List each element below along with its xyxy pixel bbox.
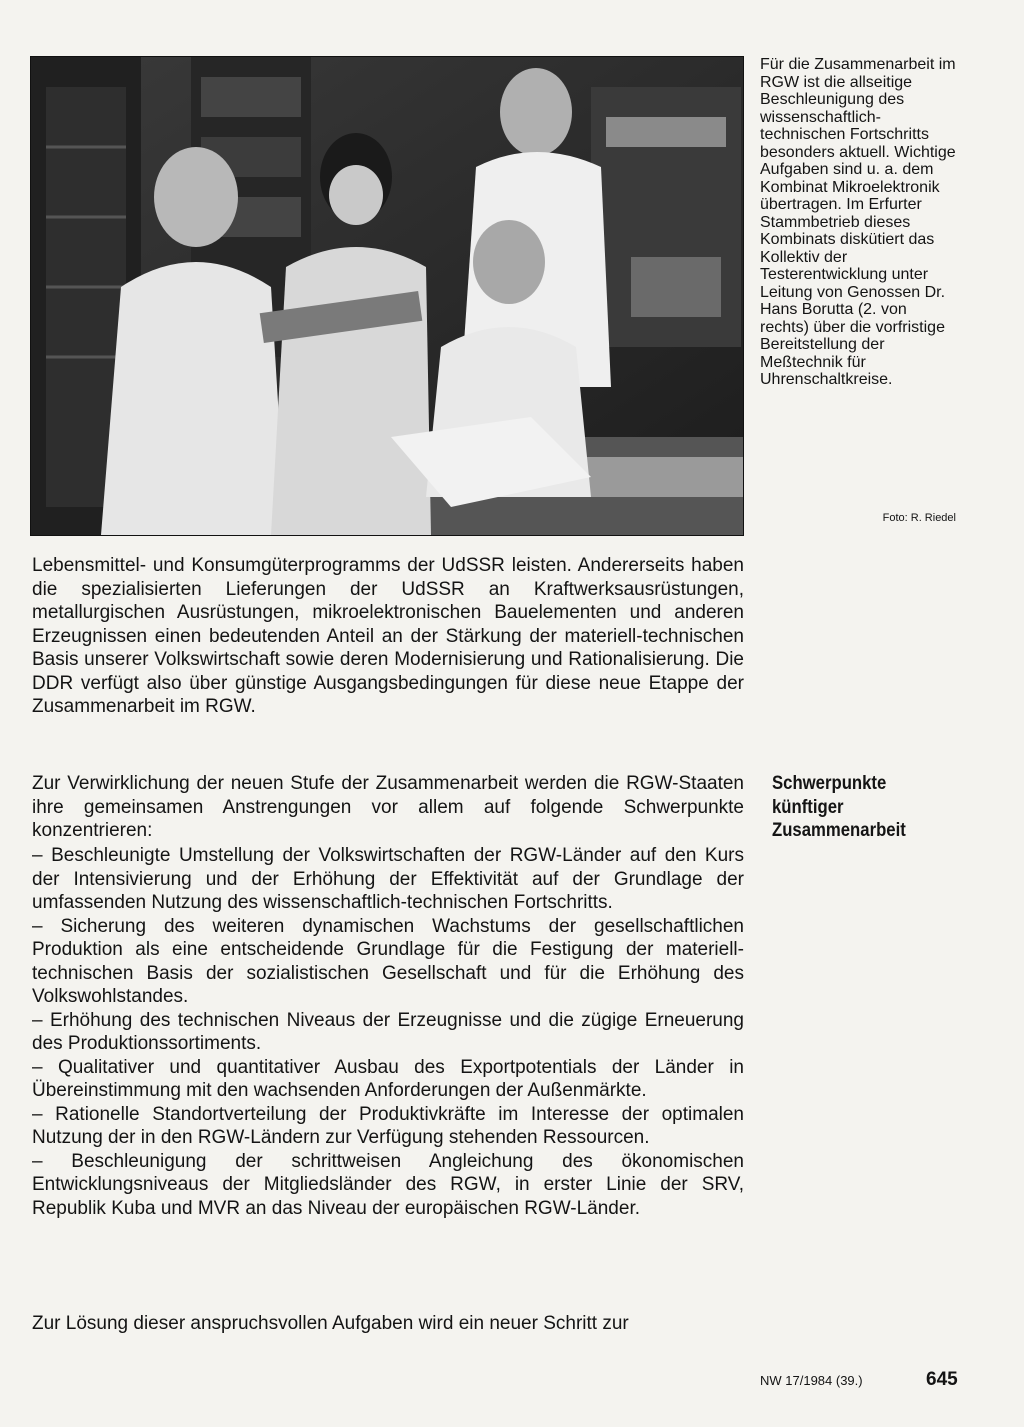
photo-caption: Für die Zusammenarbeit im RGW ist die allseitige Beschleunigung des wissenschaftlich-technischen Fortschritts besonders aktuell. Wichtige Aufgaben sind u. a. dem Kombinat Mikroelektronik übertragen. Im Erfurter Stammbetrieb dieses Kombinats diskütiert das Kollektiv der Testerentwicklung unter Leitung von Genossen Dr. Hans Borutta (2. von rechts) über die vorfristige Bereitstellung der Meßtechnik für Uhrenschaltkreise. [760,56,956,388]
list-item: – Rationelle Standortverteilung der Produktivkräfte im Interesse der optimalen Nutzung der in den RGW-Ländern zur Verfügung stehenden Ressourcen. [32,1103,744,1148]
list-item: – Sicherung des weiteren dynamischen Wachstums der gesellschaftlichen Produktion als eine entscheidende Grundlage für die Festigung der materiell-technischen Basis der sozialistischen Gesellschaft und für die Erhöhung des Volkswohlstandes. [32,915,744,1007]
body-paragraph-1: Lebensmittel- und Konsumgüterprogramms der UdSSR leisten. Andererseits haben die spezialisierten Lieferungen der UdSSR an Kraftwerksausrüstungen, metallurgischen Ausrüstungen, mikroelektronischen Bauelementen und anderen Erzeugnissen einen bedeutenden Anteil an der Stärkung der materiell-technischen Basis unserer Volkswirtschaft sowie deren Modernisierung und Rationalisierung. Die DDR verfügt also über günstige Ausgangsbedingungen für diese neue Etappe der Zusammenarbeit im RGW. [32,555,744,717]
page-footer [760,1369,960,1393]
list-item: – Erhöhung des technischen Niveaus der Erzeugnisse und die zügige Erneuerung des Produktionssortiments. [32,1009,744,1054]
body-paragraph-2: Zur Verwirklichung der neuen Stufe der Zusammenarbeit werden die RGW-Staaten ihre gemeinsamen Anstrengungen vor allem auf folgende Schwerpunkte konzentrieren: [32,773,744,841]
photo-credit: Foto: R. Riedel [882,512,956,524]
article-photo [30,56,744,536]
list-item: – Beschleunigte Umstellung der Volkswirtschaften der RGW-Länder auf den Kurs der Intensivierung und der Erhöhung der Effektivität auf der Grundlage der umfassenden Nutzung des wissenschaftlich-technischen Fortschritts. [32,845,744,913]
sidebar-heading: Schwerpunkte künftiger Zusammenarbeit [772,773,906,841]
issue-label: NW 17/1984 (39.) [760,1373,863,1388]
priorities-list [32,844,744,1220]
list-item: – Qualitativer und quantitativer Ausbau des Exportpotentials der Länder in Übereinstimmung mit den wachsenden Anforderungen der Außenmärkte. [32,1056,744,1101]
photo-of-team-with-circuit-board [31,57,743,535]
body-paragraph-3: Zur Lösung dieser anspruchsvollen Aufgaben wird ein neuer Schritt zur [32,1313,629,1334]
page-number: 645 [926,1369,958,1390]
list-item: – Beschleunigung der schrittweisen Angleichung des ökonomischen Entwicklungsniveaus der Mitgliedsländer des RGW, in erster Linie der SRV, Republik Kuba und MVR an das Niveau der europäischen RGW-Länder. [32,1150,744,1219]
